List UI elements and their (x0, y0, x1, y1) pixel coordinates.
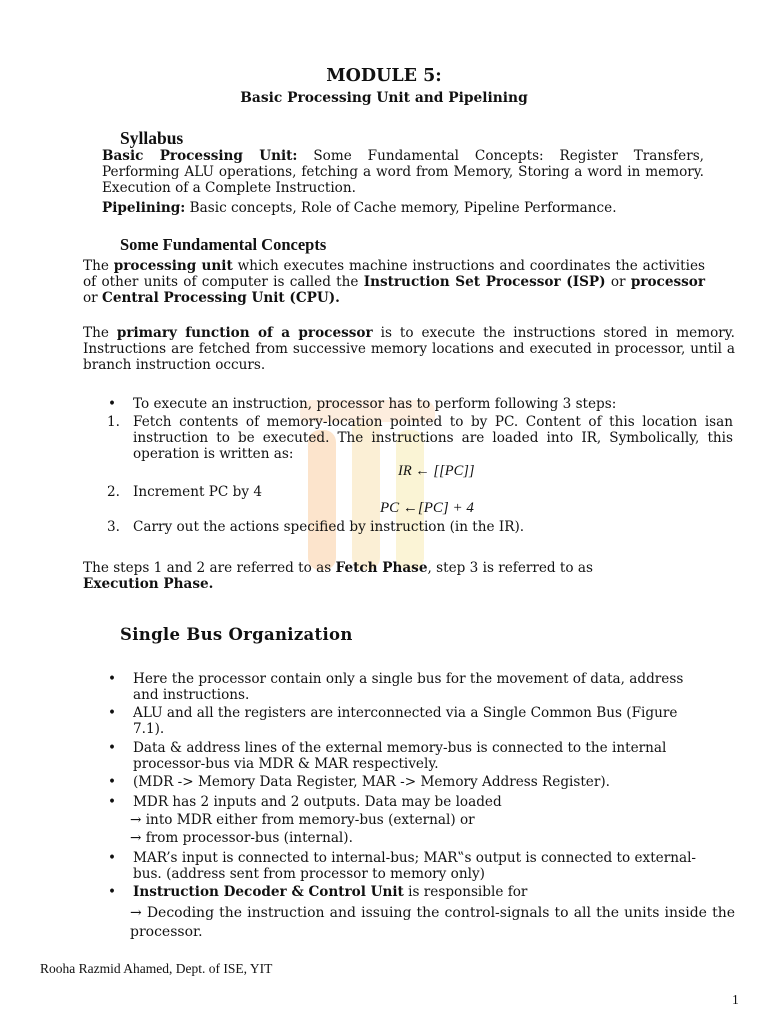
bullet-text: MAR’s input is connected to internal-bus; MAR‟s output is connected to external- bus. (address sent from processor to memory only) (133, 850, 697, 882)
bus-subitem-5-2: → from processor-bus (internal). (130, 830, 353, 846)
bullet-dot: • (107, 671, 117, 687)
step-number: 3. (107, 519, 120, 535)
text-run: The (83, 325, 109, 341)
bullet-text: Data & address lines of the external memory-bus is connected to the internal processor-bus via MDR & MAR respectively. (133, 740, 667, 772)
formula-pc: PC ←[PC] + 4 (380, 500, 474, 516)
syllabus-heading: Syllabus (120, 128, 184, 148)
bullet-dot: • (107, 794, 117, 810)
syllabus-bpu-label: Basic Processing Unit: (102, 148, 298, 164)
bullet-dot: • (107, 396, 117, 412)
bus-subitem-5-1: → into MDR either from memory-bus (external) or (130, 812, 475, 828)
bullet-text: MDR has 2 inputs and 2 outputs. Data may be loaded (133, 794, 502, 810)
fundamentals-heading: Some Fundamental Concepts (120, 235, 327, 254)
bullet-dot: • (107, 740, 117, 756)
term-decoder-control-unit: Instruction Decoder & Control Unit (133, 884, 404, 900)
term-execution-phase: Execution Phase. (83, 576, 214, 592)
syllabus-bpu-text: Some Fundamental Concepts: Register Transfers, Performing ALU operations, fetching a word from Memory, Storing a word in memory. Execution of a Complete Instruction. (102, 148, 705, 196)
formula-ir: IR ← [[PC]] (398, 463, 475, 479)
term-processing-unit: processing unit (113, 258, 233, 274)
step-number: 2. (107, 484, 120, 500)
bullet-text: Here the processor contain only a single bus for the movement of data, address and instructions. (133, 671, 684, 703)
bus-subitem-7-1: → Decoding the instruction and issuing the control-signals to all the units inside the processor. (130, 905, 735, 940)
term-cpu: Central Processing Unit (CPU). (102, 290, 340, 306)
step-text: Carry out the actions specified by instruction (in the IR). (133, 519, 525, 535)
bullet-text: is responsible for (408, 884, 528, 900)
module-title: MODULE 5: (326, 66, 442, 86)
text-run: which executes machine instructions and coordinates the activities of other units of computer is called the (83, 258, 705, 290)
term-fetch-phase: Fetch Phase (335, 560, 428, 576)
step-text: Increment PC by 4 (133, 484, 262, 500)
text-run: The (83, 258, 109, 274)
fetch-execution-paragraph (83, 560, 705, 592)
term-processor: processor (630, 274, 706, 290)
fundamentals-paragraph-1 (83, 258, 705, 306)
text-run: The steps 1 and 2 are referred to as (83, 560, 332, 576)
fundamentals-paragraph-2 (83, 325, 735, 373)
footer-author: Rooha Razmid Ahamed, Dept. of ISE, YIT (40, 961, 273, 976)
syllabus-bpu (102, 148, 704, 196)
step-text: Fetch contents of memory-location pointed to by PC. Content of this location isan instruction to be executed. The instructions are loaded into IR, Symbolically, this operation is written as: (133, 414, 733, 462)
term-isp: Instruction Set Processor (ISP) (363, 274, 606, 290)
syllabus-pipe-label: Pipelining: (102, 200, 186, 216)
syllabus-pipe-text: Basic concepts, Role of Cache memory, Pipeline Performance. (189, 200, 617, 216)
step-number: 1. (107, 414, 120, 430)
term-primary-function: primary function of a processor (116, 325, 373, 341)
text-run: , step 3 is referred to as (427, 560, 593, 576)
bullet-dot: • (107, 884, 117, 900)
page-number: 1 (732, 992, 739, 1007)
module-subtitle: Basic Processing Unit and Pipelining (240, 90, 528, 106)
bullet-text: ALU and all the registers are interconnected via a Single Common Bus (Figure 7.1). (133, 705, 678, 737)
bullet-dot: • (107, 850, 117, 866)
steps-intro-text: To execute an instruction, processor has to perform following 3 steps: (133, 396, 617, 412)
syllabus-pipelining (102, 200, 704, 216)
text-run: or (610, 274, 626, 290)
bullet-dot: • (107, 774, 117, 790)
text-run: or (83, 290, 98, 306)
single-bus-heading: Single Bus Organization (120, 625, 353, 644)
bullet-dot: • (107, 705, 117, 721)
text-run: is to execute the instructions stored in memory. Instructions are fetched from successive memory locations and executed in processor, until a branch instruction occurs. (83, 325, 735, 373)
bullet-text: (MDR -> Memory Data Register, MAR -> Memory Address Register). (133, 774, 610, 790)
